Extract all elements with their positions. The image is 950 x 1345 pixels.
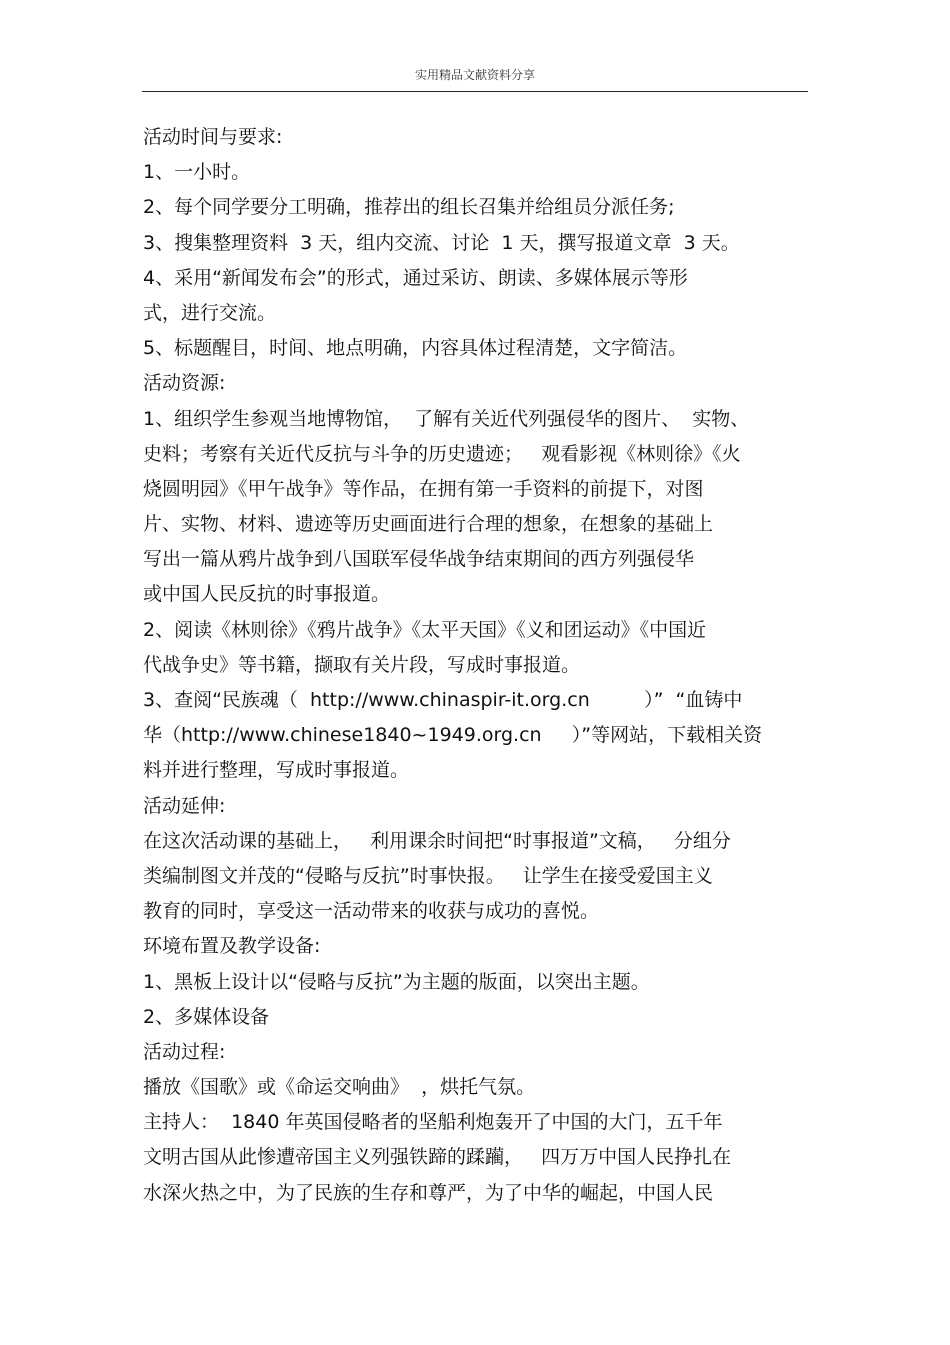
text-line: 2、阅读《林则徐》《鸦片战争》《太平天国》《义和团运动》《中国近 xyxy=(143,618,707,641)
text-line: 文明古国从此惨遭帝国主义列强铁蹄的蹂躏， 四万万中国人民挣扎在 xyxy=(143,1146,732,1169)
text-line: 活动过程: xyxy=(143,1040,226,1063)
text-line: 活动资源: xyxy=(143,372,226,395)
text-line: 活动时间与要求: xyxy=(143,126,283,148)
text-line: 片、实物、材料、遗迹等历史画面进行合理的想象，在想象的基础上 xyxy=(143,513,714,536)
page-header-title: 实用精品文献资料分享 xyxy=(414,68,535,82)
text-line: 5、标题醒目，时间、地点明确，内容具体过程清楚，文字简洁。 xyxy=(143,337,688,360)
text-line: 3、查阅“民族魂（ http://www.chinaspir-it.org.cn ）” “血铸中 xyxy=(143,689,743,711)
text-line: 环境布置及教学设备: xyxy=(143,935,321,958)
text-line: 1、一小时。 xyxy=(143,161,251,184)
text-line: 1、黑板上设计以“侵略与反抗”为主题的版面，以突出主题。 xyxy=(143,970,650,993)
text-line: 华（http://www.chinese1840~1949.org.cn ）”等网站，下载相关资 xyxy=(143,724,763,747)
text-line: 写出一篇从鸦片战争到八国联军侵华战争结束期间的西方列强侵华 xyxy=(143,548,695,571)
text-line: 或中国人民反抗的时事报道。 xyxy=(143,583,391,606)
text-line: 1、组织学生参观当地博物馆， 了解有关近代列强侵华的图片、 实物、 xyxy=(143,407,750,430)
text-line: 类编制图文并茂的“侵略与反抗”时事快报。 让学生在接受爱国主义 xyxy=(143,864,713,887)
text-line: 在这次活动课的基础上， 利用课余时间把“时事报道”文稿， 分组分 xyxy=(143,829,731,852)
text-line: 代战争史》等书籍，撷取有关片段，写成时事报道。 xyxy=(143,653,581,676)
text-line: 2、每个同学要分工明确，推荐出的组长召集并给组员分派任务; xyxy=(143,196,675,219)
text-line: 水深火热之中，为了民族的生存和尊严，为了中华的崛起，中国人民 xyxy=(143,1181,714,1204)
text-line: 播放《国歌》或《命运交响曲》 ，烘托气氛。 xyxy=(143,1076,536,1099)
text-line: 4、采用“新闻发布会”的形式，通过采访、朗读、多媒体展示等形 xyxy=(143,266,688,289)
text-line: 料并进行整理，写成时事报道。 xyxy=(143,759,410,782)
text-line: 式，进行交流。 xyxy=(143,301,277,324)
text-line: 烧圆明园》《甲午战争》等作品，在拥有第一手资料的前提下，对图 xyxy=(143,477,704,500)
text-line: 3、搜集整理资料 3 天，组内交流、讨论 1 天，撰写报道文章 3 天。 xyxy=(143,231,740,254)
text-line: 主持人： 1840 年英国侵略者的坚船利炮轰开了中国的大门，五千年 xyxy=(143,1111,723,1134)
text-line: 2、多媒体设备 xyxy=(143,1005,270,1028)
header-divider xyxy=(142,91,808,92)
text-line: 史料；考察有关近代反抗与斗争的历史遗迹； 观看影视《林则徐》《火 xyxy=(143,442,741,465)
text-line: 活动延伸: xyxy=(143,794,226,817)
document-body xyxy=(143,120,808,1211)
text-line: 教育的同时，享受这一活动带来的收获与成功的喜悦。 xyxy=(143,900,600,923)
